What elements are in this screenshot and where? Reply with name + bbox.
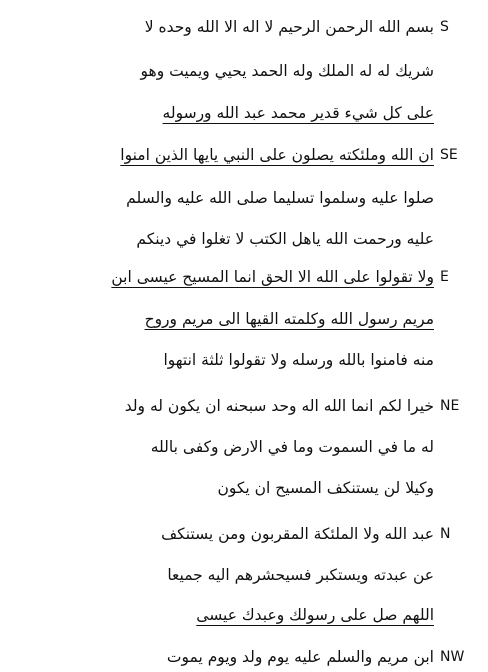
text-line-ne-2: له ما في السموت وما في الارض وكفى بالله: [150, 438, 434, 456]
section-marker-ne: NE: [440, 398, 460, 414]
text-line-se-3: عليه ورحمت الله ياهل الكتب لا تغلوا في دينكم: [136, 230, 434, 248]
text-line-se-2: صلوا عليه وسلموا تسليما صلى الله عليه والسلم: [126, 189, 434, 207]
text-line-n-2: عن عبدته ويستكبر فسيحشرهم اليه جميعا: [167, 566, 434, 584]
text-line-ne-3: وكيلا لن يستنكف المسيح ان يكون: [217, 479, 434, 497]
text-line-s-1: بسم الله الرحمن الرحيم لا اله الا الله وحده لا: [144, 18, 434, 36]
text-line-e-3: منه فامنوا بالله ورسله ولا تقولوا ثلثة انتهوا: [163, 351, 434, 369]
text-line-se-1: ان الله وملئكته يصلون على النبي يايها الذين امنوا: [120, 146, 434, 164]
text-line-n-3: اللهم صل على رسولك وعبدك عيسى: [196, 606, 434, 624]
text-line-ne-1: خيرا لكم انما الله اله وحد سبحنه ان يكون له ولد: [124, 397, 434, 415]
text-line-e-2: مريم رسول الله وكلمته القيها الى مريم وروح: [144, 310, 434, 328]
section-marker-nw: NW: [440, 649, 465, 665]
text-line-n-1: عبد الله ولا الملئكة المقربون ومن يستنكف: [161, 525, 434, 543]
text-line-s-2: شريك له له الملك وله الحمد يحيي ويميت وهو: [140, 62, 434, 80]
section-marker-se: SE: [440, 147, 458, 163]
text-line-e-1: ولا تقولوا على الله الا الحق انما المسيح عيسى ابن: [111, 268, 434, 286]
text-line-s-3: على كل شيء قدير محمد عبد الله ورسوله: [162, 104, 434, 122]
section-marker-n: N: [440, 526, 451, 542]
text-line-nw-1: ابن مريم والسلم عليه يوم ولد ويوم يموت: [166, 648, 434, 666]
section-marker-s: S: [440, 19, 449, 35]
section-marker-e: E: [440, 269, 449, 285]
